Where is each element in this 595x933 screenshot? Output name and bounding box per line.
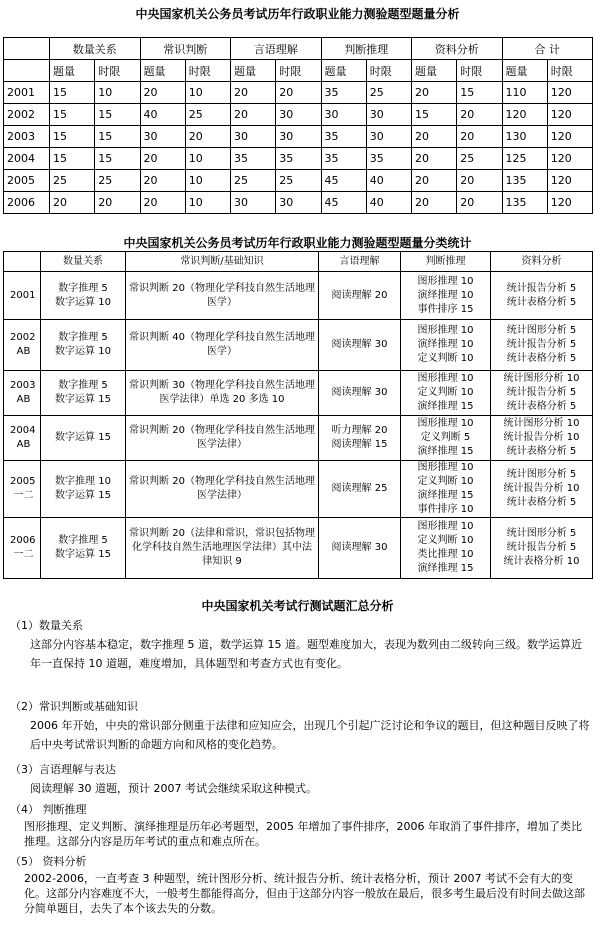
quant-cell-line: 数字推理 5 bbox=[58, 282, 108, 294]
table-row bbox=[4, 371, 593, 416]
year-paper-label: AB bbox=[16, 346, 31, 357]
value-cell: 20 bbox=[457, 126, 502, 148]
value-cell: 40 bbox=[366, 170, 411, 192]
section-heading: （5） 资料分析 bbox=[10, 855, 87, 868]
year-cell bbox=[4, 518, 41, 579]
value-cell: 15 bbox=[412, 104, 457, 126]
data-analysis-cell-line: 统计表格分析 5 bbox=[506, 497, 577, 508]
value-cell: 20 bbox=[412, 170, 457, 192]
reasoning-cell-line: 类比推理 10 bbox=[417, 549, 474, 560]
value-cell: 10 bbox=[95, 82, 140, 104]
value-cell: 20 bbox=[457, 192, 502, 214]
value-cell: 30 bbox=[231, 192, 276, 214]
data-analysis-cell-line: 统计报告分析 10 bbox=[503, 432, 580, 443]
table1-sub-header: 题量 bbox=[321, 60, 366, 82]
reasoning-cell-line: 演绎推理 15 bbox=[417, 490, 474, 501]
reasoning-cell bbox=[401, 272, 491, 320]
value-cell: 30 bbox=[231, 126, 276, 148]
value-cell: 135 bbox=[502, 170, 547, 192]
section-heading: （3）言语理解与表达 bbox=[10, 763, 116, 776]
section-body: 2006 年开始，中央的常识部分侧重于法律和应知应会，出现几个引起广泛讨论和争议的题目，但这种题目反映了将后中央考试常识判断的命题方向和风格的变化趋势。 bbox=[30, 719, 590, 751]
quant-cell-line: 数字推理 5 bbox=[58, 332, 108, 343]
data-analysis-cell-line: 统计报告分析 5 bbox=[506, 542, 577, 553]
reasoning-cell-line: 定义判断 10 bbox=[417, 535, 474, 546]
data-analysis-cell-line: 统计表格分析 5 bbox=[506, 353, 577, 364]
reasoning-cell-line: 定义判断 10 bbox=[417, 387, 474, 398]
table1-group-header: 常识判断 bbox=[140, 38, 231, 60]
value-cell: 35 bbox=[231, 148, 276, 170]
reasoning-cell-line: 演绎推理 15 bbox=[417, 446, 474, 457]
reasoning-cell-line: 演绎推理 15 bbox=[417, 401, 474, 412]
table2-header: 数量关系 bbox=[41, 252, 126, 272]
table1-sub-header: 时限 bbox=[457, 60, 502, 82]
table2-header-row bbox=[4, 252, 593, 272]
reasoning-cell-line: 图形推理 10 bbox=[417, 275, 474, 287]
summary-section-data bbox=[10, 852, 590, 916]
value-cell: 15 bbox=[457, 82, 502, 104]
year-cell: 2004 bbox=[4, 148, 50, 170]
reasoning-cell-line: 事件排序 15 bbox=[417, 303, 474, 315]
value-cell: 20 bbox=[412, 148, 457, 170]
value-cell: 20 bbox=[140, 148, 185, 170]
table1-sub-header: 题量 bbox=[50, 60, 95, 82]
data-analysis-cell-line: 统计图形分析 10 bbox=[503, 418, 580, 429]
verbal-cell-line: 阅读理解 30 bbox=[331, 339, 388, 350]
reasoning-cell-line: 图形推理 10 bbox=[417, 462, 474, 473]
value-cell: 35 bbox=[321, 126, 366, 148]
value-cell: 15 bbox=[95, 104, 140, 126]
value-cell: 20 bbox=[231, 82, 276, 104]
value-cell: 20 bbox=[95, 192, 140, 214]
reasoning-cell-line: 图形推理 10 bbox=[417, 373, 474, 384]
verbal-cell bbox=[319, 272, 401, 320]
table1-group-header: 判断推理 bbox=[321, 38, 412, 60]
year-paper-label: AB bbox=[16, 439, 31, 450]
data-analysis-cell-line: 统计表格分析 5 bbox=[506, 296, 577, 308]
table2-header bbox=[4, 252, 41, 272]
value-cell: 10 bbox=[185, 192, 230, 214]
data-analysis-cell bbox=[491, 461, 593, 518]
verbal-cell bbox=[319, 371, 401, 416]
value-cell: 20 bbox=[50, 192, 95, 214]
table1-sub-header-row bbox=[4, 60, 593, 82]
quant-cell-line: 数字推理 5 bbox=[58, 535, 108, 546]
quant-cell bbox=[41, 518, 126, 579]
value-cell: 15 bbox=[95, 148, 140, 170]
table-corner-cell bbox=[4, 38, 50, 60]
value-cell: 40 bbox=[140, 104, 185, 126]
exam-category-table bbox=[3, 251, 593, 579]
exam-volume-table bbox=[3, 37, 593, 214]
summary-section-reasoning bbox=[10, 800, 590, 849]
value-cell: 15 bbox=[50, 104, 95, 126]
reasoning-cell-line: 演绎推理 15 bbox=[417, 563, 474, 574]
table-row bbox=[4, 82, 593, 104]
section-body: 阅读理解 30 道题，预计 2007 考试会继续采取这种模式。 bbox=[30, 782, 317, 795]
reasoning-cell-line: 定义判断 10 bbox=[417, 353, 474, 364]
summary-title: 中央国家机关考试行测试题汇总分析 bbox=[201, 599, 394, 613]
table-row bbox=[4, 416, 593, 461]
value-cell: 35 bbox=[366, 148, 411, 170]
year-cell: 2003 bbox=[4, 126, 50, 148]
verbal-cell-line: 阅读理解 15 bbox=[331, 439, 388, 450]
verbal-cell-line: 阅读理解 20 bbox=[331, 289, 388, 301]
value-cell: 110 bbox=[502, 82, 547, 104]
value-cell: 120 bbox=[547, 104, 592, 126]
year-cell: 2005 bbox=[4, 170, 50, 192]
year-label: 2001 bbox=[10, 289, 36, 301]
value-cell: 30 bbox=[140, 126, 185, 148]
value-cell: 120 bbox=[547, 170, 592, 192]
table2-header: 常识判断/基础知识 bbox=[126, 252, 319, 272]
data-analysis-cell-line: 统计报告分析 5 bbox=[506, 339, 577, 350]
table1-title: 中央国家机关公务员考试历年行政职业能力测验题型题量分析 bbox=[135, 7, 460, 21]
value-cell: 10 bbox=[185, 82, 230, 104]
value-cell: 30 bbox=[366, 126, 411, 148]
reasoning-cell-line: 演绎推理 10 bbox=[417, 339, 474, 350]
data-analysis-cell-line: 统计报告分析 5 bbox=[506, 282, 577, 294]
summary-section-common bbox=[10, 697, 590, 754]
value-cell: 120 bbox=[547, 82, 592, 104]
reasoning-cell bbox=[401, 461, 491, 518]
value-cell: 20 bbox=[412, 82, 457, 104]
value-cell: 20 bbox=[457, 104, 502, 126]
value-cell: 30 bbox=[276, 126, 321, 148]
value-cell: 15 bbox=[50, 82, 95, 104]
verbal-cell-line: 阅读理解 30 bbox=[331, 387, 388, 398]
table-row bbox=[4, 461, 593, 518]
value-cell: 135 bbox=[502, 192, 547, 214]
quant-cell-line: 数字运算 15 bbox=[55, 490, 111, 501]
table-row bbox=[4, 148, 593, 170]
value-cell: 20 bbox=[276, 82, 321, 104]
value-cell: 120 bbox=[547, 148, 592, 170]
value-cell: 125 bbox=[502, 148, 547, 170]
year-cell bbox=[4, 320, 41, 371]
quant-cell bbox=[41, 371, 126, 416]
verbal-cell-line: 阅读理解 25 bbox=[331, 483, 388, 494]
value-cell: 25 bbox=[50, 170, 95, 192]
year-cell bbox=[4, 416, 41, 461]
data-analysis-cell-line: 统计图形分析 5 bbox=[506, 469, 577, 480]
section-heading: （4） 判断推理 bbox=[10, 803, 87, 816]
table2-header: 资料分析 bbox=[491, 252, 593, 272]
table1-sub-header: 题量 bbox=[502, 60, 547, 82]
value-cell: 20 bbox=[140, 82, 185, 104]
value-cell: 25 bbox=[231, 170, 276, 192]
verbal-cell bbox=[319, 320, 401, 371]
value-cell: 15 bbox=[95, 126, 140, 148]
table1-group-header: 言语理解 bbox=[231, 38, 322, 60]
year-label: 2005 bbox=[10, 476, 36, 487]
table1-group-header: 数量关系 bbox=[50, 38, 141, 60]
value-cell: 120 bbox=[502, 104, 547, 126]
common-knowledge-cell: 常识判断 20（物理化学科技自然生活地理医学法律） bbox=[126, 416, 319, 461]
value-cell: 45 bbox=[321, 170, 366, 192]
table-row bbox=[4, 192, 593, 214]
data-analysis-cell-line: 统计图形分析 10 bbox=[503, 373, 580, 384]
value-cell: 45 bbox=[321, 192, 366, 214]
reasoning-cell-line: 图形推理 10 bbox=[417, 521, 474, 532]
data-analysis-cell bbox=[491, 518, 593, 579]
data-analysis-cell bbox=[491, 371, 593, 416]
value-cell: 20 bbox=[412, 126, 457, 148]
year-cell: 2002 bbox=[4, 104, 50, 126]
reasoning-cell bbox=[401, 416, 491, 461]
common-knowledge-cell: 常识判断 20（法律和常识，常识包括物理化学科技自然生活地理医学法律）其中法律知识 9 bbox=[126, 518, 319, 579]
value-cell: 20 bbox=[140, 170, 185, 192]
value-cell: 15 bbox=[50, 126, 95, 148]
table1-sub-header: 时限 bbox=[95, 60, 140, 82]
data-analysis-cell bbox=[491, 320, 593, 371]
table-row bbox=[4, 320, 593, 371]
year-paper-label: 一二 bbox=[13, 490, 34, 501]
year-paper-label: 一二 bbox=[13, 549, 34, 560]
table1-sub-header: 题量 bbox=[140, 60, 185, 82]
table1-group-header: 合 计 bbox=[502, 38, 593, 60]
section-body: 2002-2006，一直考查 3 种题型，统计图形分析、统计报告分析、统计表格分析，预计 2007 考试不会有大的变化。这部分内容难度不大，一般考生都能得高分，但由于这部分内容一般放在最后，很多考生最后没有时间去做这部分简单题目，去失了本个该去失的分数。 bbox=[24, 872, 585, 915]
summary-section-quant bbox=[10, 616, 590, 673]
verbal-cell bbox=[319, 416, 401, 461]
year-label: 2004 bbox=[10, 425, 36, 436]
verbal-cell-line: 阅读理解 30 bbox=[331, 542, 388, 553]
data-analysis-cell-line: 统计表格分析 5 bbox=[506, 446, 577, 457]
value-cell: 130 bbox=[502, 126, 547, 148]
quant-cell bbox=[41, 416, 126, 461]
value-cell: 20 bbox=[412, 192, 457, 214]
data-analysis-cell bbox=[491, 272, 593, 320]
value-cell: 25 bbox=[457, 148, 502, 170]
quant-cell bbox=[41, 461, 126, 518]
year-cell: 2001 bbox=[4, 82, 50, 104]
table2-header: 判断推理 bbox=[401, 252, 491, 272]
reasoning-cell bbox=[401, 518, 491, 579]
reasoning-cell-line: 定义判断 5 bbox=[420, 432, 471, 443]
value-cell: 120 bbox=[547, 192, 592, 214]
reasoning-cell-line: 事件排序 10 bbox=[417, 504, 474, 515]
value-cell: 35 bbox=[321, 82, 366, 104]
value-cell: 25 bbox=[185, 104, 230, 126]
reasoning-cell-line: 演绎推理 10 bbox=[417, 289, 474, 301]
table1-sub-header: 时限 bbox=[547, 60, 592, 82]
section-heading: （2）常识判断或基础知识 bbox=[10, 700, 138, 713]
data-analysis-cell-line: 统计报告分析 5 bbox=[506, 387, 577, 398]
year-cell bbox=[4, 272, 41, 320]
value-cell: 40 bbox=[366, 192, 411, 214]
verbal-cell-line: 听力理解 20 bbox=[331, 425, 388, 436]
data-analysis-cell-line: 统计表格分析 5 bbox=[506, 401, 577, 412]
summary-section-verbal bbox=[10, 760, 590, 798]
quant-cell-line: 数字运算 10 bbox=[55, 296, 111, 308]
value-cell: 30 bbox=[276, 192, 321, 214]
value-cell: 25 bbox=[276, 170, 321, 192]
section-body: 图形推理、定义判断、演绎推理是历年必考题型，2005 年增加了事件排序，2006 年取消了事件排序，增加了类比推理。这部分内容是历年考试的重点和难点所在。 bbox=[24, 820, 582, 848]
value-cell: 15 bbox=[50, 148, 95, 170]
table2-header: 言语理解 bbox=[319, 252, 401, 272]
data-analysis-cell-line: 统计报告分析 10 bbox=[503, 483, 580, 494]
section-heading: （1）数量关系 bbox=[10, 619, 83, 632]
table-row bbox=[4, 126, 593, 148]
year-label: 2002 bbox=[10, 332, 36, 343]
verbal-cell bbox=[319, 518, 401, 579]
year-label: 2006 bbox=[10, 535, 36, 546]
value-cell: 30 bbox=[366, 104, 411, 126]
reasoning-cell bbox=[401, 320, 491, 371]
value-cell: 10 bbox=[185, 170, 230, 192]
value-cell: 20 bbox=[231, 104, 276, 126]
year-label: 2003 bbox=[10, 380, 36, 391]
value-cell: 20 bbox=[457, 170, 502, 192]
quant-cell-line: 数字推理 10 bbox=[55, 476, 111, 487]
value-cell: 35 bbox=[321, 148, 366, 170]
section-body: 这部分内容基本稳定，数字推理 5 道，数学运算 15 道。题型难度加大，表现为数列由二级转向三级。数学运算近年一直保持 10 道题，难度增加，具体题型和考查方式也有变化。 bbox=[30, 638, 582, 670]
year-cell: 2006 bbox=[4, 192, 50, 214]
data-analysis-cell-line: 统计图形分析 5 bbox=[506, 528, 577, 539]
common-knowledge-cell: 常识判断 20（物理化学科技自然生活地理医学法律） bbox=[126, 461, 319, 518]
common-knowledge-cell: 常识判断 40（物理化学科技自然生活地理医学） bbox=[126, 320, 319, 371]
table1-sub-header: 题量 bbox=[231, 60, 276, 82]
table-corner-cell bbox=[4, 60, 50, 82]
table-row bbox=[4, 170, 593, 192]
table1-sub-header: 题量 bbox=[412, 60, 457, 82]
table-row bbox=[4, 272, 593, 320]
year-cell bbox=[4, 371, 41, 416]
value-cell: 35 bbox=[276, 148, 321, 170]
value-cell: 30 bbox=[321, 104, 366, 126]
quant-cell bbox=[41, 272, 126, 320]
value-cell: 20 bbox=[140, 192, 185, 214]
reasoning-cell-line: 图形推理 10 bbox=[417, 325, 474, 336]
quant-cell bbox=[41, 320, 126, 371]
data-analysis-cell-line: 统计图形分析 5 bbox=[506, 325, 577, 336]
data-analysis-cell bbox=[491, 416, 593, 461]
value-cell: 10 bbox=[185, 148, 230, 170]
value-cell: 20 bbox=[185, 126, 230, 148]
quant-cell-line: 数字运算 10 bbox=[55, 346, 111, 357]
verbal-cell bbox=[319, 461, 401, 518]
table-row bbox=[4, 518, 593, 579]
table1-group-header: 资料分析 bbox=[412, 38, 503, 60]
value-cell: 30 bbox=[276, 104, 321, 126]
reasoning-cell-line: 图形推理 10 bbox=[417, 418, 474, 429]
value-cell: 120 bbox=[547, 126, 592, 148]
common-knowledge-cell: 常识判断 30（物理化学科技自然生活地理医学法律）单选 20 多选 10 bbox=[126, 371, 319, 416]
value-cell: 25 bbox=[95, 170, 140, 192]
table2-title: 中央国家机关公务员考试历年行政职业能力测验题型题量分类统计 bbox=[123, 236, 472, 250]
data-analysis-cell-line: 统计表格分析 10 bbox=[503, 556, 580, 567]
table1-sub-header: 时限 bbox=[366, 60, 411, 82]
year-cell bbox=[4, 461, 41, 518]
quant-cell-line: 数字推理 5 bbox=[58, 380, 108, 391]
quant-cell-line: 数字运算 15 bbox=[55, 394, 111, 405]
table-row bbox=[4, 104, 593, 126]
table1-sub-header: 时限 bbox=[185, 60, 230, 82]
table1-sub-header: 时限 bbox=[276, 60, 321, 82]
value-cell: 25 bbox=[366, 82, 411, 104]
year-paper-label: AB bbox=[16, 394, 31, 405]
table1-group-header-row bbox=[4, 38, 593, 60]
quant-cell-line: 数字运算 15 bbox=[55, 549, 111, 560]
quant-cell-line: 数字运算 15 bbox=[55, 432, 111, 443]
reasoning-cell-line: 定义判断 10 bbox=[417, 476, 474, 487]
common-knowledge-cell: 常识判断 20（物理化学科技自然生活地理医学） bbox=[126, 272, 319, 320]
reasoning-cell bbox=[401, 371, 491, 416]
